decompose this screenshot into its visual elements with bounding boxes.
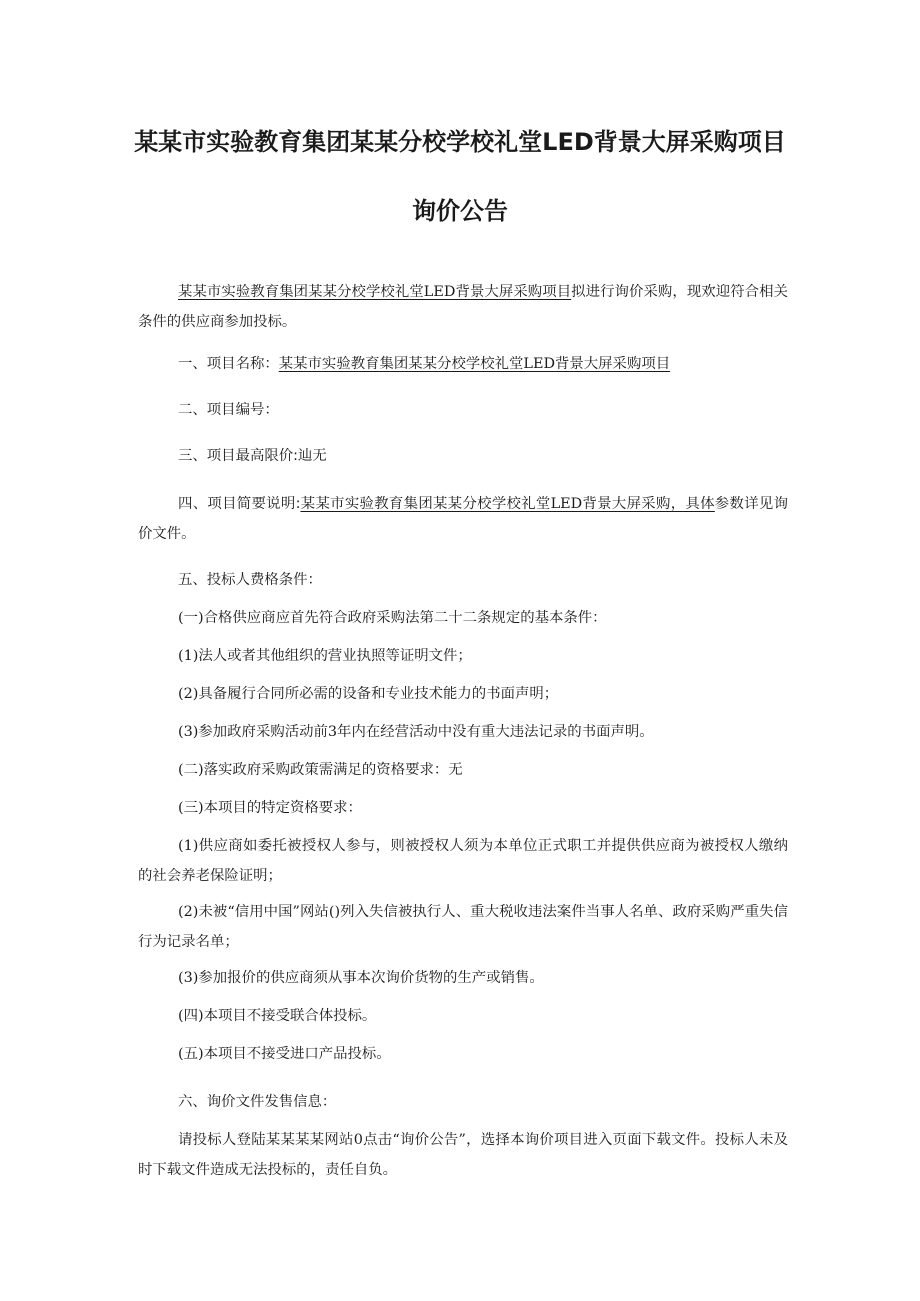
qualification-item: (五)本项目不接受进口产品投标。 [178, 1046, 391, 1062]
qualification-item: (3)参加报价的供应商须从事本次询价货物的生产或销售。 [178, 970, 544, 986]
document-title-line1: 某某市实验教育集团某某分校学校礼堂LED背景大屏采购项目 [134, 128, 786, 156]
brief-rest: 参数详见询价文件。 [138, 496, 788, 542]
intro-paragraph [138, 277, 788, 337]
section-document-sale [178, 1087, 788, 1117]
section-label: 四、项目简要说明: [178, 496, 301, 512]
intro-project-name: 某某市实验教育集团某某分校学校礼堂LED背景大屏采购项目 [178, 284, 572, 300]
qualification-item: (四)本项目不接受联合体投标。 [178, 1008, 377, 1024]
intro-rest: 拟进行询价采购，现欢迎符合相关条件的供应商参加投标。 [138, 284, 788, 330]
project-name-value: 某某市实验教育集团某某分校学校礼堂LED背景大屏采购项目 [278, 356, 671, 372]
brief-value: 某某市实验教育集团某某分校学校礼堂LED背景大屏采购，具体 [300, 496, 715, 512]
section-label: 六、询价文件发售信息： [178, 1094, 337, 1110]
section-label: 一、项目名称： [178, 356, 279, 372]
qualification-item: (二)落实政府采购政策需满足的资格要求：无 [178, 762, 463, 778]
qualification-item: (2)具备履行合同所必需的设备和专业技术能力的书面声明； [178, 686, 559, 702]
document-sale-text: 请投标人登陆某某某某网站0点击“询价公告”，选择本询价项目进入页面下载文件。投标人未及时下载文件造成无法投标的，责任自负。 [138, 1132, 788, 1178]
section-project-number [178, 395, 788, 425]
section-project-name [178, 349, 788, 379]
section-qualifications [178, 565, 788, 595]
section-label: 三、项目最高限价: [178, 448, 298, 464]
section-label: 二、项目编号： [178, 402, 279, 418]
section-max-price [178, 441, 788, 471]
qualification-item: (三)本项目的特定资格要求： [178, 800, 362, 816]
qualification-item: (2)未被“信用中国”网站()列入失信被执行人、重大税收违法案件当事人名单、政府采购严重失信行为记录名单； [138, 904, 788, 950]
qualification-item: (1)法人或者其他组织的营业执照等证明文件； [178, 648, 472, 664]
max-price-value: 辿无 [297, 448, 327, 464]
qualification-item: (3)参加政府采购活动前3年内在经营活动中没有重大违法记录的书面声明。 [178, 724, 654, 740]
section-brief [138, 489, 788, 549]
qualification-item: (1)供应商如委托被授权人参与，则被授权人须为本单位正式职工并提供供应商为被授权人缴纳的社会养老保险证明； [138, 838, 788, 884]
qualification-item: (一)合格供应商应首先符合政府采购法第二十二条规定的基本条件： [178, 610, 607, 626]
section-label: 五、投标人费格条件： [178, 572, 322, 588]
document-title-line2: 询价公告 [412, 197, 508, 225]
